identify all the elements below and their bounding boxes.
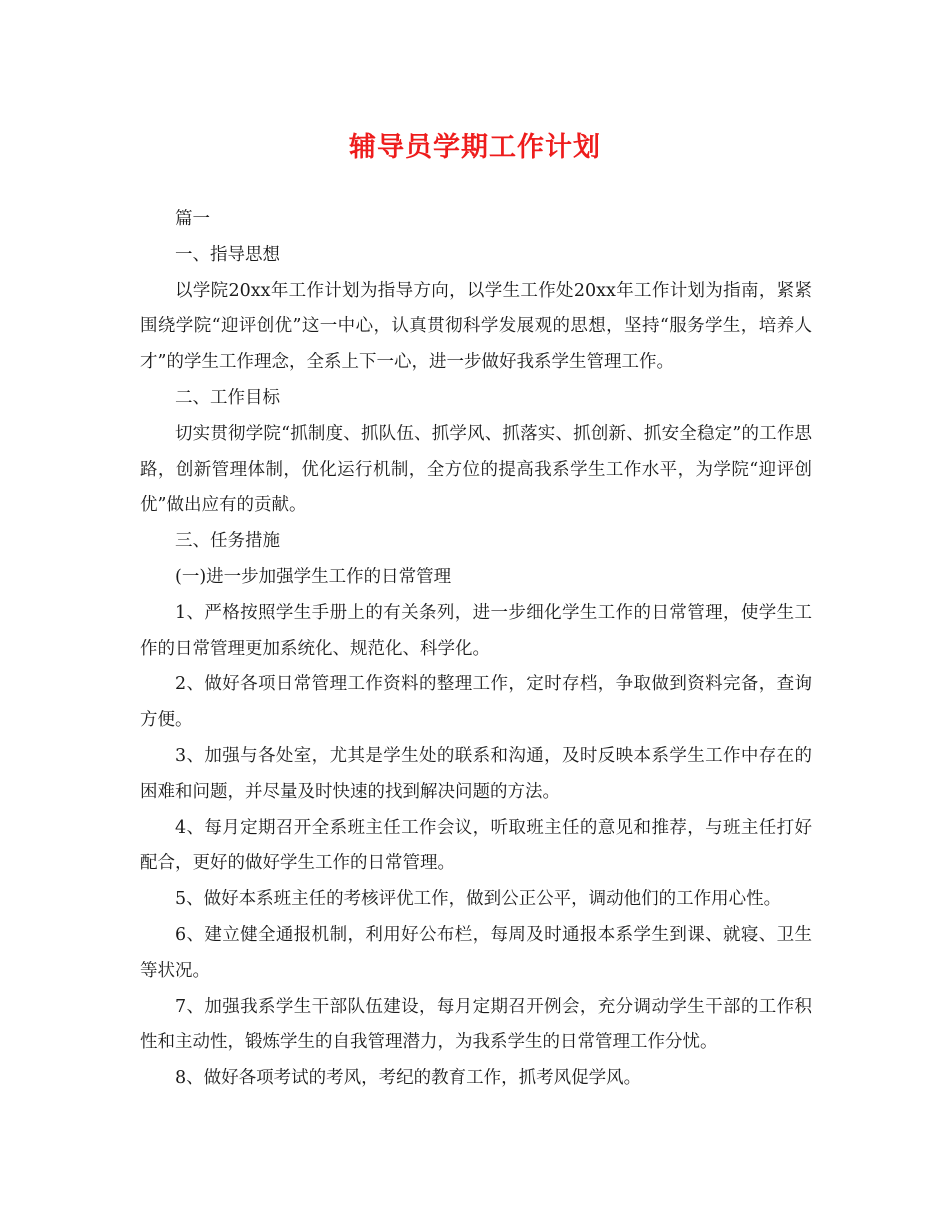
paragraph-heading-part-one: 篇一: [175, 209, 210, 229]
list-item-6: 6、建立健全通报机制，利用好公布栏，每周及时通报本系学生到课、就寝、卫生等状况。: [140, 924, 812, 981]
list-item-7: 7、加强我系学生干部队伍建设，每月定期召开例会，充分调动学生干部的工作积性和主动性，锻炼学生的自我管理潜力，为我系学生的日常管理工作分忧。: [140, 996, 812, 1053]
subsection-heading-daily-management: (一)进一步加强学生工作的日常管理: [175, 566, 452, 587]
section-heading-work-goals: 二、工作目标: [175, 387, 280, 408]
list-item-3: 3、加强与各处室，尤其是学生处的联系和沟通，及时反映本系学生工作中存在的困难和问题，并尽量及时快速的找到解决问题的方法。: [140, 745, 812, 802]
list-item-1: 1、严格按照学生手册上的有关条列，进一步细化学生工作的日常管理，使学生工作的日常管理更加系统化、规范化、科学化。: [140, 602, 812, 659]
paragraph-guiding-ideology: 以学院20xx年工作计划为指导方向，以学生工作处20xx年工作计划为指南，紧紧围绕学院“迎评创优”这一中心，认真贯彻科学发展观的思想，坚持“服务学生，培养人才”的学生工作理念，全系上下一心，进一步做好我系学生管理工作。: [140, 280, 812, 373]
section-heading-guiding-ideology: 一、指导思想: [175, 244, 280, 265]
section-heading-task-measures: 三、任务措施: [175, 531, 280, 552]
document-title: 辅导员学期工作计划: [349, 132, 601, 163]
document-body: [140, 202, 812, 1097]
list-item-2: 2、做好各项日常管理工作资料的整理工作，定时存档，争取做到资料完备，查询方便。: [140, 674, 812, 731]
list-item-5: 5、做好本系班主任的考核评优工作，做到公正公平，调动他们的工作用心性。: [175, 889, 782, 910]
list-item-4: 4、每月定期召开全系班主任工作会议，听取班主任的意见和推荐，与班主任打好配合，更好的做好学生工作的日常管理。: [140, 817, 812, 874]
paragraph-work-goals: 切实贯彻学院“抓制度、抓队伍、抓学风、抓落实、抓创新、抓安全稳定”的工作思路，创新管理体制，优化运行机制，全方位的提高我系学生工作水平，为学院“迎评创优”做出应有的贡献。: [140, 423, 812, 516]
list-item-8: 8、做好各项考试的考风，考纪的教育工作，抓考风促学风。: [175, 1068, 642, 1089]
